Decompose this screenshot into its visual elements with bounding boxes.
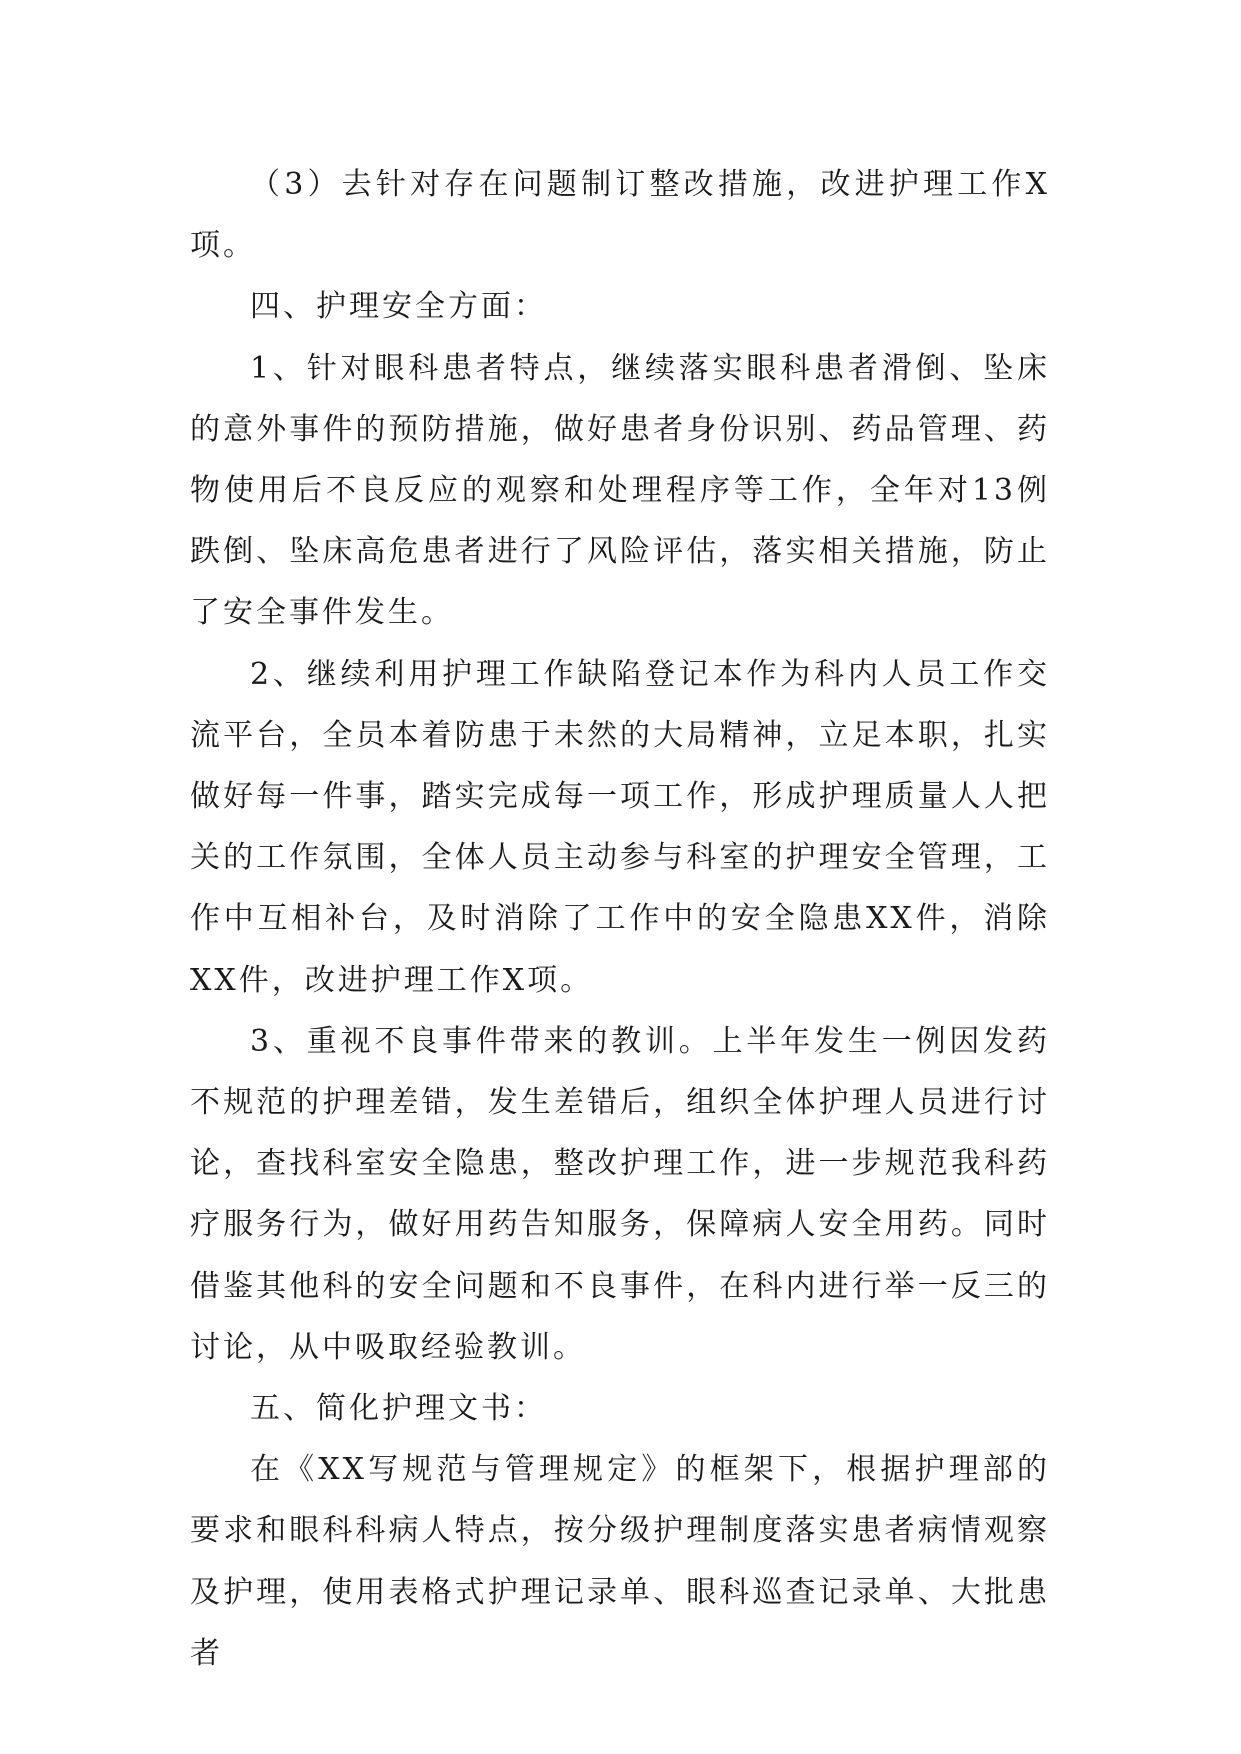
heading-simplify-documents: 五、简化护理文书：	[250, 1391, 547, 1427]
paragraph-adverse-events: 3、重视不良事件带来的教训。上半年发生一例因发药不规范的护理差错，发生差错后，组织全体护理人员进行讨论，查找科室安全隐患，整改护理工作，进一步规范我科药疗服务行为，做好用药告知服务，保障病人安全用药。同时借鉴其他科的安全问题和不良事件，在科内进行举一反三的讨论，从中吸取经验教训。	[190, 1023, 1050, 1365]
paragraph-fall-prevention: 1、针对眼科患者特点，继续落实眼科患者滑倒、坠床的意外事件的预防措施，做好患者身份识别、药品管理、药物使用后不良反应的观察和处理程序等工作，全年对13例跌倒、坠床高危患者进行了风险评估，落实相关措施，防止了安全事件发生。	[190, 350, 1050, 631]
document-body	[190, 154, 1050, 1684]
paragraph-defect-registration: 2、继续利用护理工作缺陷登记本作为科内人员工作交流平台，全员本着防患于未然的大局精神，立足本职，扎实做好每一件事，踏实完成每一项工作，形成护理质量人人把关的工作氛围，全体人员主动参与科室的护理安全管理，工作中互相补台，及时消除了工作中的安全隐患XX件，消除XX件，改进护理工作X项。	[190, 656, 1050, 998]
heading-nursing-safety: 四、护理安全方面：	[250, 289, 547, 325]
paragraph-nursing-records: 在《XX写规范与管理规定》的框架下，根据护理部的要求和眼科科病人特点，按分级护理制度落实患者病情观察及护理，使用表格式护理记录单、眼科巡查记录单、大批患者	[190, 1452, 1050, 1671]
paragraph-rectification-measures: （3）去针对存在问题制订整改措施，改进护理工作X项。	[190, 167, 1050, 264]
